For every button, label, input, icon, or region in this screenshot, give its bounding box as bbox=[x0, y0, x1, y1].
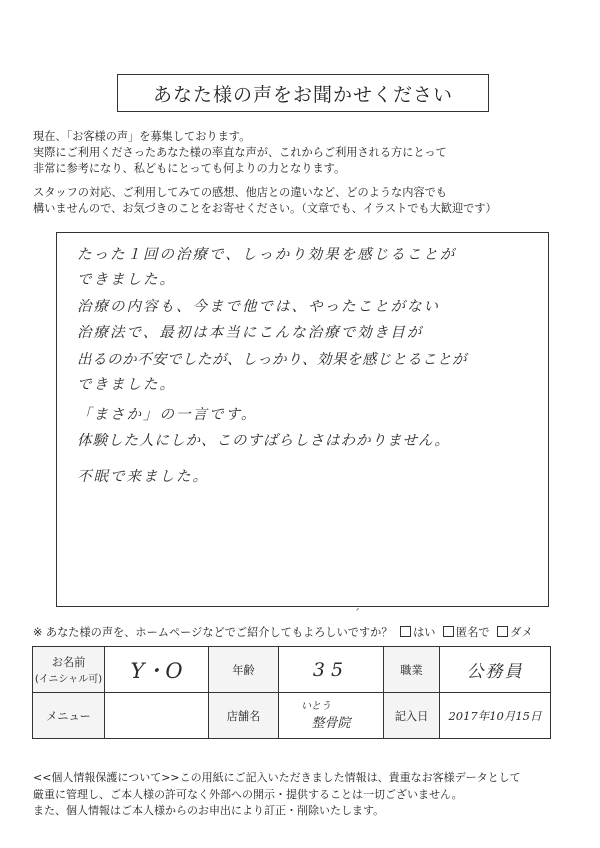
stray-mark: ˊ bbox=[354, 607, 360, 621]
store-label: 店舗名 bbox=[209, 693, 279, 739]
comment-line: 出るのか不安でしたが、しっかり、効果を感じとることが bbox=[77, 352, 467, 368]
intro-line: 現在、「お客様の声」を募集しております。 bbox=[33, 130, 251, 143]
menu-value bbox=[105, 693, 209, 739]
permission-question bbox=[33, 624, 533, 640]
comment-line: できました。 bbox=[77, 272, 176, 288]
footer-line: <<個人情報保護について>>この用紙にご記入いただきました情報は、貴重なお客様データとして bbox=[33, 771, 521, 784]
name-label bbox=[33, 647, 105, 693]
footer-line: また、個人情報はご本人様からのお申出により訂正・削除いたします。 bbox=[33, 804, 385, 817]
intro-line: スタッフの対応、ご利用してみての感想、他店との違いなど、どのような内容でも bbox=[33, 186, 447, 199]
store-value-ruby: いとう bbox=[301, 700, 331, 712]
name-label-text: お名前 bbox=[51, 656, 86, 669]
date-value: 2017年10月15日 bbox=[440, 693, 551, 739]
intro-line: 構いませんので、お気づきのことをお寄せください。（文章でも、イラストでも大歓迎です） bbox=[33, 202, 497, 215]
job-value: 公務員 bbox=[440, 647, 551, 693]
menu-label: メニュー bbox=[33, 693, 105, 739]
option-no-label: ダメ bbox=[510, 626, 533, 639]
comment-line: 治療法で、最初は本当にこんな治療で効き目が bbox=[77, 325, 424, 341]
intro-paragraph-2 bbox=[33, 185, 497, 217]
name-sublabel: (イニシャル可) bbox=[34, 674, 103, 685]
intro-paragraph-1 bbox=[33, 129, 447, 177]
info-table bbox=[32, 646, 551, 739]
comment-line: 「まさか」の一言です。 bbox=[77, 407, 258, 423]
comment-box bbox=[56, 232, 549, 607]
comment-line: できました。 bbox=[77, 377, 176, 393]
job-label: 職業 bbox=[384, 647, 440, 693]
permission-text: ※ あなた様の声を、ホームページなどでご紹介してもよろしいですか？ bbox=[33, 626, 393, 639]
option-yes-label: はい bbox=[413, 626, 436, 639]
privacy-notice bbox=[33, 770, 521, 820]
intro-line: 実際にご利用くださったあなた様の率直な声が、これからご利用される方にとって bbox=[33, 146, 447, 159]
footer-line: 厳重に管理し、ご本人様の許可なく外部への開示・提供することは一切ございません。 bbox=[33, 787, 463, 801]
age-label: 年齢 bbox=[209, 647, 279, 693]
store-value-cell bbox=[279, 693, 384, 739]
checkbox-anonymous[interactable] bbox=[443, 626, 454, 637]
store-value: 整骨院 bbox=[311, 715, 351, 731]
comment-line: 治療の内容も、今まで他では、やったことがない bbox=[77, 299, 440, 315]
age-value: 35 bbox=[279, 647, 384, 693]
checkbox-yes[interactable] bbox=[400, 626, 411, 637]
comment-line: 体験した人にしか、このすばらしさはわかりません。 bbox=[77, 433, 450, 449]
checkbox-no[interactable] bbox=[497, 626, 508, 637]
intro-line: 非常に参考になり、私どもにとっても何よりの力となります。 bbox=[33, 162, 346, 175]
option-anonymous-label: 匿名で bbox=[456, 626, 490, 639]
page-title: あなた様の声をお聞かせください bbox=[117, 74, 489, 112]
date-label: 記入日 bbox=[384, 693, 440, 739]
comment-line: たった１回の治療で、しっかり効果を感じることが bbox=[77, 247, 457, 263]
name-value: Y・O bbox=[105, 647, 209, 693]
comment-line: 不眠で来ました。 bbox=[77, 469, 209, 485]
